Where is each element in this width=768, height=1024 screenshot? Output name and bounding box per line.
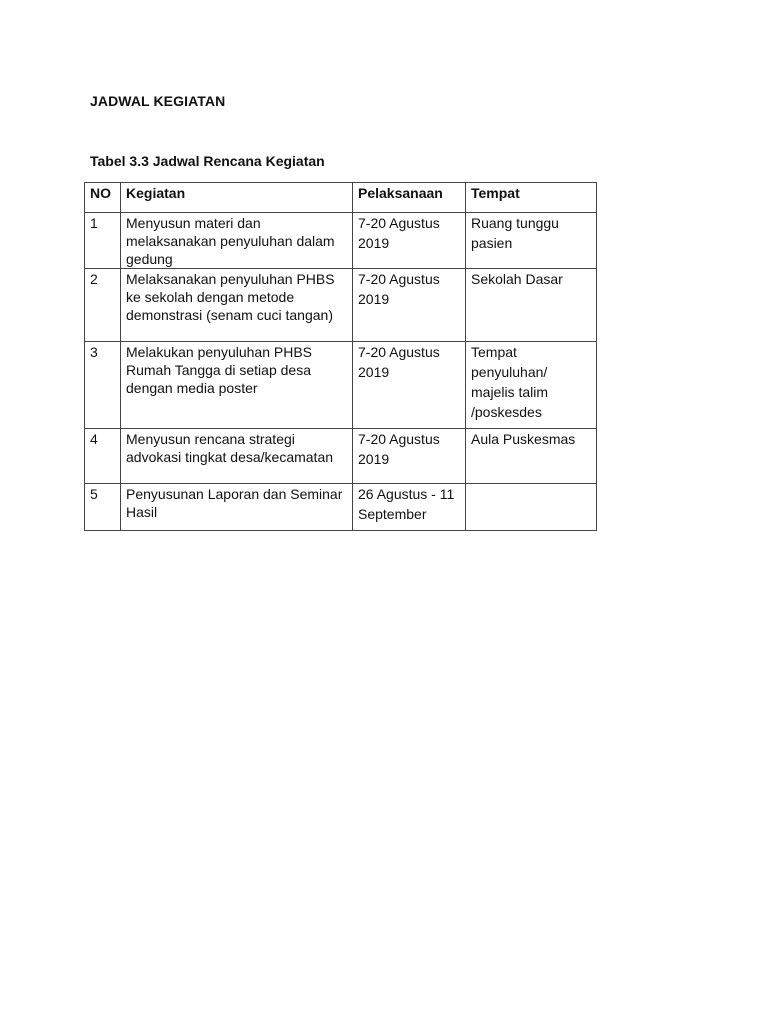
location-text: Aula Puskesmas <box>471 431 576 447</box>
schedule-table <box>84 182 597 531</box>
cell-kegiatan <box>121 342 353 429</box>
cell-tempat <box>466 269 597 342</box>
table-row <box>85 342 597 429</box>
activity-text: Melakukan penyuluhan PHBS Rumah Tangga di setiap desa dengan media poster <box>126 344 313 396</box>
cell-pelaksanaan <box>353 213 466 269</box>
location-text: Sekolah Dasar <box>471 271 563 287</box>
schedule-date: 26 Agustus - 11 September <box>358 486 455 522</box>
cell-kegiatan <box>121 213 353 269</box>
cell-kegiatan <box>121 484 353 531</box>
table-row <box>85 484 597 531</box>
header-kegiatan <box>121 183 353 213</box>
row-number: 4 <box>90 431 98 447</box>
table-row <box>85 213 597 269</box>
cell-tempat <box>466 484 597 531</box>
cell-kegiatan <box>121 429 353 484</box>
row-number: 2 <box>90 271 98 287</box>
cell-pelaksanaan <box>353 429 466 484</box>
cell-tempat <box>466 429 597 484</box>
section-heading: JADWAL KEGIATAN <box>90 93 226 109</box>
table-row <box>85 269 597 342</box>
location-text: Ruang tunggu pasien <box>471 215 559 251</box>
cell-pelaksanaan <box>353 484 466 531</box>
schedule-date: 7-20 Agustus 2019 <box>358 215 440 251</box>
cell-pelaksanaan <box>353 269 466 342</box>
table-row <box>85 429 597 484</box>
cell-kegiatan <box>121 269 353 342</box>
cell-no <box>85 342 121 429</box>
schedule-date: 7-20 Agustus 2019 <box>358 344 440 380</box>
table-header-row <box>85 183 597 213</box>
cell-no <box>85 484 121 531</box>
schedule-date: 7-20 Agustus 2019 <box>358 431 440 467</box>
header-tempat <box>466 183 597 213</box>
cell-no <box>85 429 121 484</box>
cell-no <box>85 213 121 269</box>
schedule-date: 7-20 Agustus 2019 <box>358 271 440 307</box>
header-kegiatan-label: Kegiatan <box>126 185 186 201</box>
row-number: 1 <box>90 215 98 231</box>
activity-text: Penyusunan Laporan dan Seminar Hasil <box>126 486 343 520</box>
cell-tempat <box>466 342 597 429</box>
activity-text: Menyusun materi dan melaksanakan penyuluhan dalam gedung <box>126 215 335 267</box>
cell-no <box>85 269 121 342</box>
row-number: 5 <box>90 486 98 502</box>
row-number: 3 <box>90 344 98 360</box>
cell-tempat <box>466 213 597 269</box>
activity-text: Menyusun rencana strategi advokasi tingkat desa/kecamatan <box>126 431 334 465</box>
activity-text: Melaksanakan penyuluhan PHBS ke sekolah dengan metode demonstrasi (senam cuci tangan) <box>126 271 335 323</box>
cell-pelaksanaan <box>353 342 466 429</box>
header-no <box>85 183 121 213</box>
header-no-label: NO <box>90 185 111 201</box>
header-tempat-label: Tempat <box>471 185 520 201</box>
header-pelaksanaan <box>353 183 466 213</box>
header-pelaksanaan-label: Pelaksanaan <box>358 185 443 201</box>
table-caption: Tabel 3.3 Jadwal Rencana Kegiatan <box>90 153 325 169</box>
location-text: Tempat penyuluhan/ majelis talim /poskesdes <box>471 344 549 420</box>
